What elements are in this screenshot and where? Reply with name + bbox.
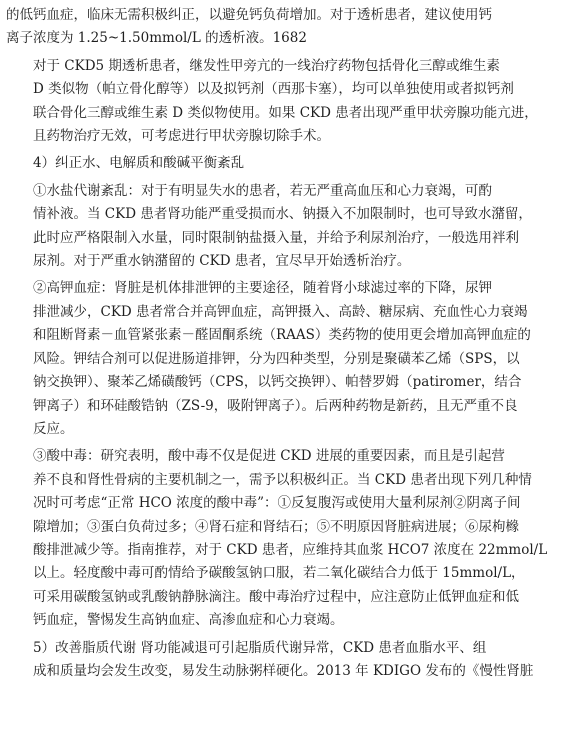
text-line: 钙血症，警惕发生高钠血症、高渗血症和心力衰竭。: [33, 612, 344, 629]
text-line: 酸排泄减少等。指南推荐，对于 CKD 患者，应维持其血浆 HCO7 浓度在 22mmol/L: [33, 541, 548, 558]
text-line: 此时应严格限制入水量，同时限制钠盐摄入量，并给予利尿剂治疗，一般选用袢利: [33, 229, 519, 246]
text-line: 情补液。当 CKD 患者肾功能严重受损而水、钠摄入不加限制时，也可导致水潴留，: [33, 206, 532, 223]
text-line: 联合骨化三醇或维生素 D 类似物使用。如果 CKD 患者出现严重甲状旁腺功能亢进，: [33, 104, 538, 121]
paragraph-water-salt: [6, 180, 558, 274]
text-line: 反应。: [33, 420, 74, 437]
text-line: 排泄减少，CKD 患者常合并高钾血症，高钾摄入、高龄、糖尿病、充血性心力衰竭: [33, 303, 528, 320]
text-line: 成和质量均会发生改变，易发生动脉粥样硬化。2013 年 KDIGO 发布的《慢性肾脏: [33, 662, 534, 679]
text-line: 养不良和肾性骨病的主要机制之一，需予以积极纠正。当 CKD 患者出现下列几种情: [33, 471, 532, 488]
text-line: 钠交换钾）、聚苯乙烯磺酸钙（CPS，以钙交换钾）、帕替罗姆（patiromer，结合: [33, 374, 522, 391]
paragraph-acidosis: [6, 445, 558, 632]
text-line: 可采用碳酸氢钠或乳酸钠静脉滴注。酸中毒治疗过程中，应注意防止低钾血症和低: [33, 588, 519, 605]
text-line: 对于 CKD5 期透析患者，继发性甲旁亢的一线治疗药物包括骨化三醇或维生素: [33, 57, 500, 74]
section-heading-electrolytes: [6, 152, 558, 175]
paragraph-ckd5-treatment: [6, 55, 558, 149]
text-line: 离子浓度为 1.25~1.50mmol/L 的透析液。1682: [6, 30, 307, 47]
text-line: 且药物治疗无效，可考虑进行甲状旁腺切除手术。: [33, 128, 330, 145]
text-line: ②高钾血症：肾脏是机体排泄钾的主要途径，随着肾小球滤过率的下降，尿钾: [33, 280, 492, 297]
text-line: 的低钙血症，临床无需积极纠正，以避免钙负荷增加。对于透析患者，建议使用钙: [6, 7, 492, 23]
text-line: 以上。轻度酸中毒可酌情给予碳酸氢钠口服，若二氧化碳结合力低于 15mmol/L，: [33, 565, 525, 582]
text-line: D 类似物（帕立骨化醇等）以及拟钙剂（西那卡塞），均可以单独使用或者拟钙剂: [33, 81, 514, 98]
text-line: 况时可考虑“正常 HCO 浓度的酸中毒”：①反复腹泻或使用大量利尿剂②阴离子间: [33, 495, 521, 512]
text-line: 和阻断肾素－血管紧张素－醛固酮系统（RAAS）类药物的使用更会增加高钾血症的: [33, 327, 531, 344]
text-line: ①水盐代谢紊乱：对于有明显失水的患者，若无严重高血压和心力衰竭，可酌: [33, 182, 492, 199]
heading-text: 4）纠正水、电解质和酸碱平衡紊乱: [33, 155, 245, 172]
text-line: ③酸中毒：研究表明，酸中毒不仅是促进 CKD 进展的重要因素，而且是引起营: [33, 448, 505, 465]
paragraph-hyperkalemia: [6, 277, 558, 441]
text-line: 风险。钾结合剂可以促进肠道排钾，分为四种类型，分别是聚磺苯乙烯（SPS，以: [33, 350, 520, 367]
text-line: 尿剂。对于严重水钠潴留的 CKD 患者，宜尽早开始透析治疗。: [33, 253, 411, 270]
text-line: 隙增加；③蛋白负荷过多；④肾石症和肾结石；⑤不明原因肾脏病进展；⑥尿枸橼: [33, 518, 519, 535]
text-line: 钾离子）和环硅酸锆钠（ZS-9，吸附钾离子）。后两种药物是新药，且无严重不良: [33, 397, 518, 414]
text-line: 5）改善脂质代谢 肾功能减退可引起脂质代谢异常，CKD 患者血脂水平、组: [33, 639, 487, 656]
paragraph-lipid-metabolism: [6, 637, 558, 684]
paragraph-hypocalcemia: [6, 4, 558, 51]
